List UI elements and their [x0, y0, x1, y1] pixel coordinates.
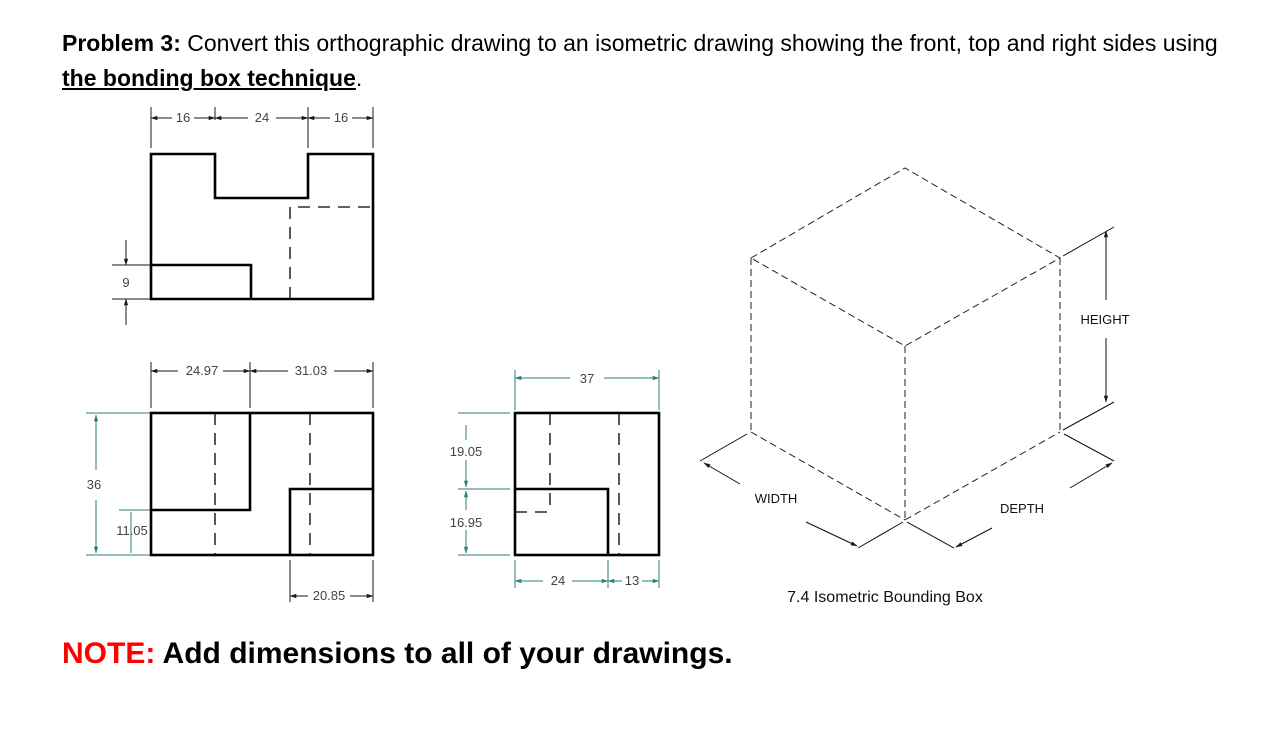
iso-label-depth: DEPTH — [999, 501, 1045, 516]
note — [62, 637, 733, 671]
isometric-bounding-box — [700, 168, 1130, 606]
top-view — [112, 107, 373, 325]
front-view-hidden-lines — [215, 413, 310, 555]
iso-label-height: HEIGHT — [1080, 312, 1130, 327]
note-text: Add dimensions to all of your drawings. — [155, 637, 733, 670]
top-view-hidden-lines — [290, 207, 373, 299]
front-dim-11.05: 11.05 — [116, 523, 148, 538]
side-view-block — [515, 489, 608, 555]
top-dim-16-right: 16 — [333, 110, 349, 125]
front-view — [86, 362, 373, 603]
top-dim-16-left: 16 — [175, 110, 191, 125]
front-view-block — [290, 489, 373, 555]
top-dim-24: 24 — [254, 110, 270, 125]
side-dim-16.95: 16.95 — [449, 515, 483, 530]
front-dim-20.85: 20.85 — [312, 588, 346, 603]
side-view — [450, 370, 659, 588]
side-dim-37: 37 — [579, 371, 595, 386]
side-dim-24: 24 — [550, 573, 566, 588]
front-dim-24.97: 24.97 — [185, 363, 219, 378]
side-dim-13: 13 — [624, 573, 640, 588]
side-view-hidden-lines — [515, 413, 619, 555]
problem-end: . — [355, 65, 363, 91]
front-view-outline — [151, 413, 373, 555]
problem-text: Convert this orthographic drawing to an isometric drawing showing the front, top and right sides using — [180, 30, 1218, 56]
iso-label-width: WIDTH — [754, 491, 798, 506]
front-view-step — [151, 413, 250, 510]
note-label: NOTE: — [62, 637, 156, 670]
side-view-outline — [515, 413, 659, 555]
problem-technique: the bonding box technique — [62, 65, 356, 91]
iso-caption: 7.4 Isometric Bounding Box — [787, 589, 983, 606]
top-view-outline — [151, 154, 373, 299]
front-dim-31.03: 31.03 — [294, 363, 328, 378]
front-view-dim-lines — [151, 362, 373, 602]
top-view-inner-rect — [151, 265, 251, 299]
side-dim-19.05: 19.05 — [449, 444, 483, 459]
problem-label: Problem 3: — [62, 30, 181, 56]
iso-box-edges — [751, 168, 1060, 520]
front-dim-36: 36 — [86, 477, 102, 492]
top-dim-9: 9 — [122, 275, 130, 290]
